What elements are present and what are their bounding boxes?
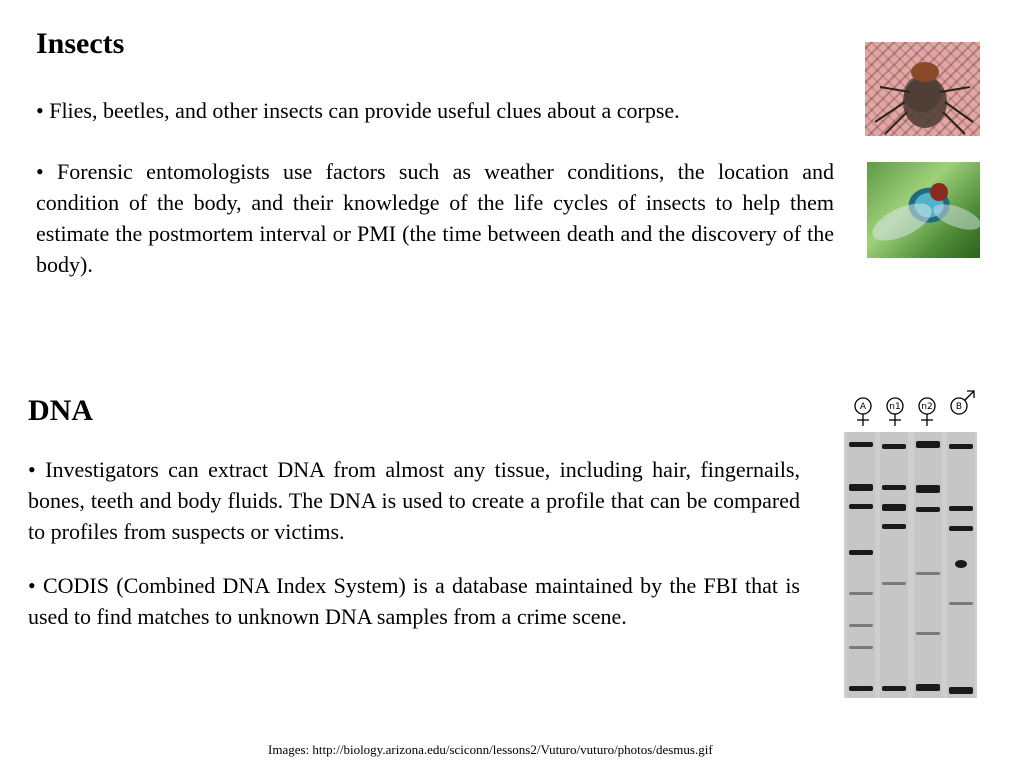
insects-title: Insects xyxy=(36,27,125,60)
bluebottle-fly-photo-icon xyxy=(867,162,980,258)
image-source-caption: Images: http://biology.arizona.edu/sciconn/lessons2/Vuturo/vuturo/photos/desmus.gif xyxy=(268,742,713,757)
gel-label-a: A xyxy=(859,402,867,412)
dna-bullet-2: • CODIS (Combined DNA Index System) is a database maintained by the FBI that is used to find matches to unknown DNA samples from a crime scene. xyxy=(28,573,800,629)
dna-title: DNA xyxy=(28,394,93,427)
gel-lane xyxy=(880,432,908,698)
dna-bullet-1: • Investigators can extract DNA from almost any tissue, including hair, fingernails, bones, teeth and body fluids. The DNA is used to create a profile that can be compared to profiles from suspects or victims. xyxy=(28,457,800,544)
insects-bullet-1: • Flies, beetles, and other insects can provide useful clues about a corpse. xyxy=(36,98,680,123)
gel-label-n1: n1 xyxy=(889,402,901,412)
gel-label-b: B xyxy=(955,402,963,412)
fly-photo-icon xyxy=(865,42,980,136)
insects-bullet-2: • Forensic entomologists use factors such as weather conditions, the location and condition of the body, and their knowledge of the life cycles of insects to help them estimate the postmortem interval or PMI (the time between death and the discovery of the body). xyxy=(36,159,834,277)
gel-lane xyxy=(947,432,975,698)
gel-lane xyxy=(914,432,942,698)
gel-sex-symbols xyxy=(847,385,982,433)
dna-gel-image xyxy=(844,432,977,698)
gel-lane xyxy=(847,432,875,698)
gel-label-n2: n2 xyxy=(921,402,933,412)
